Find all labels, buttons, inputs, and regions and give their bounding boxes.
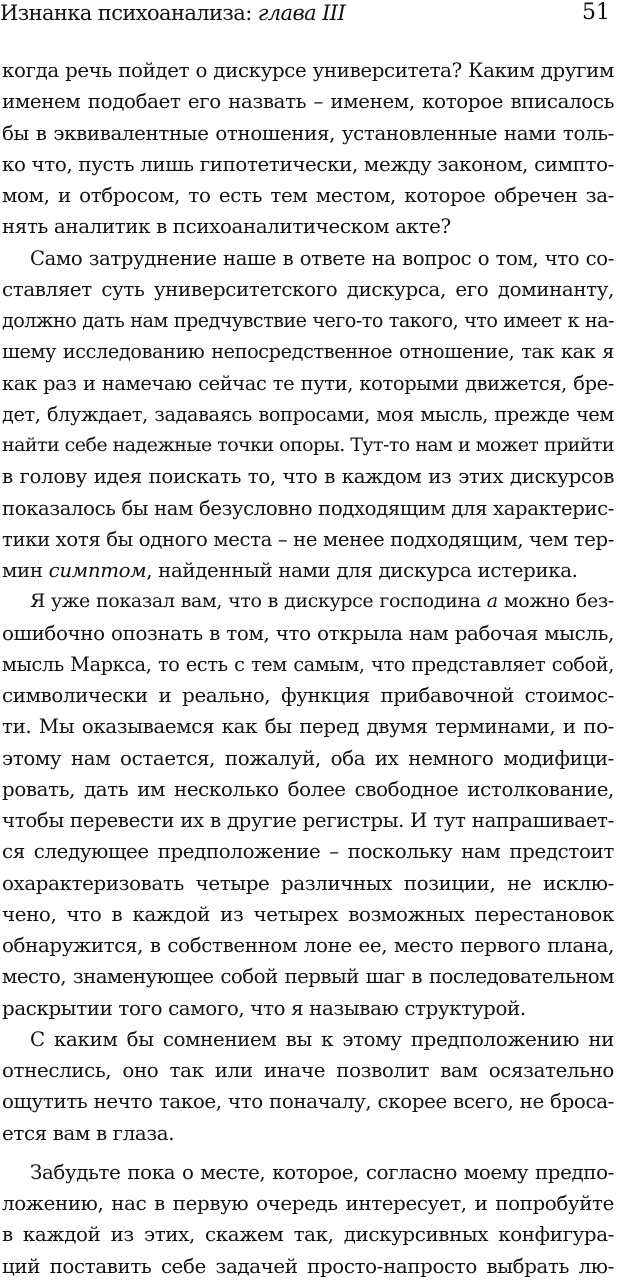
text-line: должно дать нам предчувствие чего-то такого, что имеет к на- [2, 309, 614, 332]
text-run: Я уже показал вам, что в дискурсе господина [30, 590, 487, 613]
text-line: мом, и отбросом, то есть тем местом, которое обречен за- [2, 184, 614, 207]
text-run: мин [2, 559, 49, 582]
text-line: именем подобает его назвать – именем, которое вписалось [2, 90, 614, 114]
paragraph-3 [2, 586, 614, 1024]
text-line: когда речь пойдет о дискурсе университета? Каким другим [2, 59, 614, 82]
text-line [2, 586, 614, 617]
text-line: чтобы перевести их в другие регистры. И тут напрашивает- [2, 809, 614, 832]
paragraph-2 [2, 243, 614, 587]
text-run: , найденный нами для дискурса истерика. [146, 559, 578, 582]
text-line: показалось бы нам безусловно подходящим для характерис- [2, 496, 614, 520]
italic-term: симптом [48, 559, 147, 582]
text-line: ошибочно опознать в том, что открыла нам рабочая мысль, [2, 621, 614, 645]
text-line: чено, что в каждой из четырех возможных перестановок [2, 902, 614, 926]
text-line: ций поставить себе задачей просто-напросто выбрать лю- [2, 1254, 614, 1278]
text-line: Само затруднение наше в ответе на вопрос о том, что со- [30, 246, 614, 270]
text-line: тики хотя бы одного места – не менее подходящим, чем тер- [2, 527, 614, 551]
italic-term: а [486, 590, 498, 613]
text-line: в каждой из этих, скажем так, дискурсивных конфигура- [2, 1223, 614, 1247]
paragraph-5 [2, 1157, 614, 1282]
text-line: ровать, дать им несколько более свободное истолкование, [2, 777, 614, 801]
text-line: С каким бы сомнением вы к этому предположению ни [30, 1027, 614, 1051]
running-title [0, 1, 345, 25]
text-line: ложению, нас в первую очередь интересует, и попробуйте [2, 1192, 614, 1215]
text-line: отнеслись, оно так или иначе позволит вам осязательно [2, 1059, 614, 1082]
text-line: ко что, пусть лишь гипотетически, между законом, симпто- [2, 152, 614, 176]
running-header [0, 0, 620, 40]
text-line: ся следующее предположение – поскольку нам предстоит [2, 840, 614, 864]
text-line: шему исследованию непосредственное отношение, так как я [2, 340, 614, 364]
paragraph-gap [2, 1149, 614, 1157]
text-line: этому нам остается, пожалуй, оба их немного модифици- [2, 746, 614, 770]
paragraph-1 [2, 55, 614, 243]
text-line: раскрытии того самого, что я называю структурой. [2, 996, 526, 1020]
paragraph-4 [2, 1024, 614, 1149]
text-line: Забудьте пока о месте, которое, согласно моему предпо- [30, 1160, 614, 1184]
text-line: найти себе надежные точки опоры. Тут-то нам и может прийти [2, 434, 614, 456]
text-line: нять аналитик в психоаналитическом акте? [2, 215, 451, 239]
text-line: ставляет суть университетского дискурса, его доминанту, [2, 277, 614, 301]
text-line: место, знаменующее собой первый шаг в последовательном [2, 965, 614, 989]
text-line: бы в эквивалентные отношения, установленные нами толь- [2, 121, 614, 145]
text-line: охарактеризовать четыре различных позиции, не исклю- [2, 871, 614, 895]
page-number: 51 [582, 0, 610, 25]
text-run: можно без- [497, 590, 614, 613]
text-line: мысль Маркса, то есть с тем самым, что представляет собой, [2, 652, 614, 676]
text-line [2, 555, 614, 586]
body-text [2, 55, 614, 1282]
text-line: ощутить нечто такое, что поначалу, скорее всего, не броса- [2, 1090, 614, 1114]
text-line: обнаружится, в собственном лоне ее, место первого плана, [2, 934, 614, 957]
text-line: как раз и намечаю сейчас те пути, которыми движется, бре- [2, 371, 614, 395]
text-line: ти. Мы оказываемся как бы перед двумя терминами, и по- [2, 715, 614, 739]
text-line: дет, блуждает, задаваясь вопросами, моя мысль, прежде чем [2, 402, 614, 426]
text-line: ется вам в глаза. [2, 1121, 175, 1145]
text-line: в голову идея поискать то, что в каждом из этих дискурсов [2, 465, 614, 489]
text-line: символически и реально, функция прибавочной стоимос- [2, 684, 614, 707]
chapter-label: глава III [257, 1, 346, 25]
book-title: Изнанка психоанализа: [0, 1, 252, 25]
